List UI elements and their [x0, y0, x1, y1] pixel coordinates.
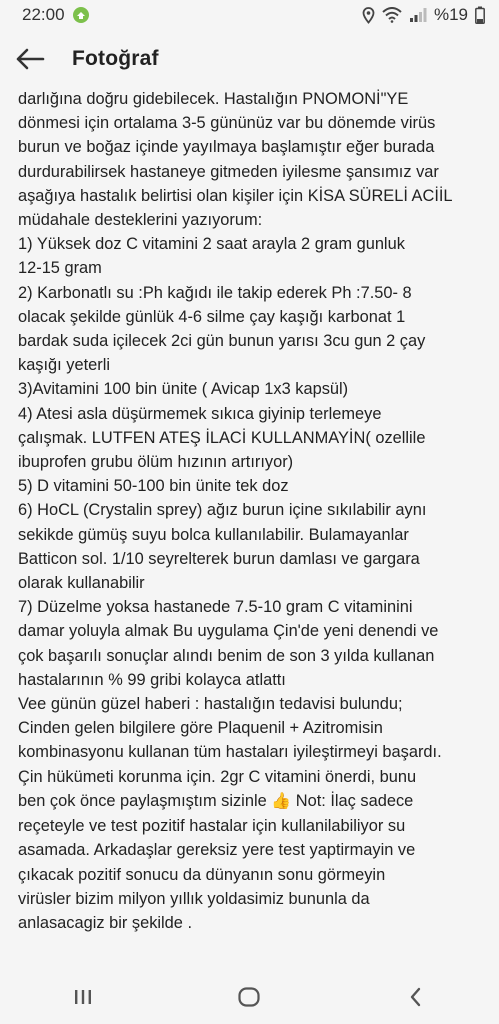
text-line: 6) HoCL (Crystalin sprey) ağız burun içine sıkılabilir aynı — [18, 501, 427, 520]
text-line: virüsler bizim milyon yıllık yoldasimiz bununla da — [18, 889, 370, 908]
text-line-with-emoji — [18, 789, 485, 814]
text-line-end: Not: İlaç sadece — [291, 791, 414, 810]
text-line: 1) Yüksek doz C vitamini 2 saat arayla 2 gram gunluk — [18, 235, 405, 254]
recent-apps-icon — [73, 988, 93, 1006]
status-bar — [0, 0, 499, 30]
home-icon — [237, 986, 261, 1008]
app-bar — [0, 30, 499, 88]
text-line: 5) D vitamini 50-100 bin ünite tek doz — [18, 477, 289, 496]
app-notification-icon — [73, 7, 89, 23]
text-line: dönmesi için ortalama 3-5 gününüz var bu dönemde virüs — [18, 114, 436, 133]
battery-percent: %19 — [433, 5, 468, 24]
nav-back-button[interactable] — [386, 970, 446, 1024]
status-icons — [362, 5, 485, 25]
home-button[interactable] — [219, 970, 279, 1024]
text-line: 12-15 gram — [18, 259, 102, 278]
text-line: darlığına doğru gidebilecek. Hastalığın PNOMONİ"YE — [18, 90, 409, 108]
text-line: 2) Karbonatlı su :Ph kağıdı ile takip ederek Ph :7.50- 8 — [18, 283, 412, 302]
text-line-start: ben çok önce paylaşmıştım sizinle — [18, 791, 267, 810]
text-line: aşağıya hastalık belirtisi olan kişiler için KİSA SÜRELİ ACİİL — [18, 186, 453, 205]
text-line: reçeteyle ve test pozitif hastalar için kullanilabiliyor su — [18, 817, 406, 836]
wifi-icon — [382, 7, 402, 23]
text-line: 3)Avitamini 100 bin ünite ( Avicap 1x3 kapsül) — [18, 380, 349, 399]
text-line: 7) Düzelme yoksa hastanede 7.5-10 gram C vitaminini — [18, 598, 413, 617]
text-line: çalışmak. LUTFEN ATEŞ İLACİ KULLANMAYİN( ozellile — [18, 428, 426, 447]
post-content[interactable] — [0, 88, 499, 970]
page-title: Fotoğraf — [72, 47, 159, 70]
text-line: ibuprofen grubu ölüm hızının artırıyor) — [18, 453, 294, 472]
text-line: burun ve boğaz içinde yayılmaya başlamıştır eğer burada — [18, 138, 435, 157]
text-line: çok başarılı sonuçlar alındı benim de son 3 yılda kullanan — [18, 646, 435, 665]
text-line: olacak şekilde günlük 4-6 silme çay kaşığı karbonat 1 — [18, 307, 406, 326]
text-line: damar yoluyla almak Bu uygulama Çin'de yeni denendi ve — [18, 622, 439, 641]
battery-icon — [475, 6, 485, 24]
text-line: hastalarının % 99 gribi kolayca atlattı — [18, 670, 286, 689]
text-line: kaşığı yeterli — [18, 356, 111, 375]
thumbs-up-icon: 👍 — [271, 792, 292, 810]
text-line: çıkacak pozitif sonucu da dünyanın sonu görmeyin — [18, 865, 386, 884]
text-line: olarak kullanabilir — [18, 574, 145, 593]
navigation-bar — [0, 970, 499, 1024]
text-line: müdahale desteklerini yazıyorum: — [18, 211, 263, 230]
text-line: anlasacagiz bir şekilde . — [18, 913, 193, 932]
text-line: Cinden gelen bilgilere göre Plaquenil + Azitromisin — [18, 719, 383, 738]
text-line: Çin hükümeti korunma için. 2gr C vitamini önerdi, bunu — [18, 767, 417, 786]
location-icon — [362, 7, 375, 24]
back-icon — [407, 987, 425, 1007]
text-line: durdurabilirsek hastaneye gitmeden iyilesme şansımız var — [18, 162, 439, 181]
text-line: 4) Atesi asla düşürmemek sıkıca giyinip terlemeye — [18, 404, 382, 423]
arrow-left-icon — [15, 48, 45, 70]
text-line: Batticon sol. 1/10 seyrelterek burun damlası ve gargara — [18, 549, 420, 568]
text-line: kombinasyonu kullanan tüm hastaları iyileştirmeyi başardı. — [18, 743, 442, 762]
recent-apps-button[interactable] — [53, 970, 113, 1024]
text-line: bardak suda içilecek 2ci gün bunun yarısı 3cu gun 2 çay — [18, 332, 426, 351]
signal-icon — [409, 7, 427, 23]
post-text — [0, 88, 499, 935]
text-line: sekikde gümüş suyu bolca kullanılabilir. Bulamayanlar — [18, 525, 409, 544]
text-line: Vee günün güzel haberi : hastalığın tedavisi bulundu; — [18, 695, 403, 714]
status-time: 22:00 — [22, 5, 65, 24]
back-button[interactable] — [2, 31, 58, 87]
text-line: asamada. Arkadaşlar gereksiz yere test yaptirmayin ve — [18, 841, 416, 860]
